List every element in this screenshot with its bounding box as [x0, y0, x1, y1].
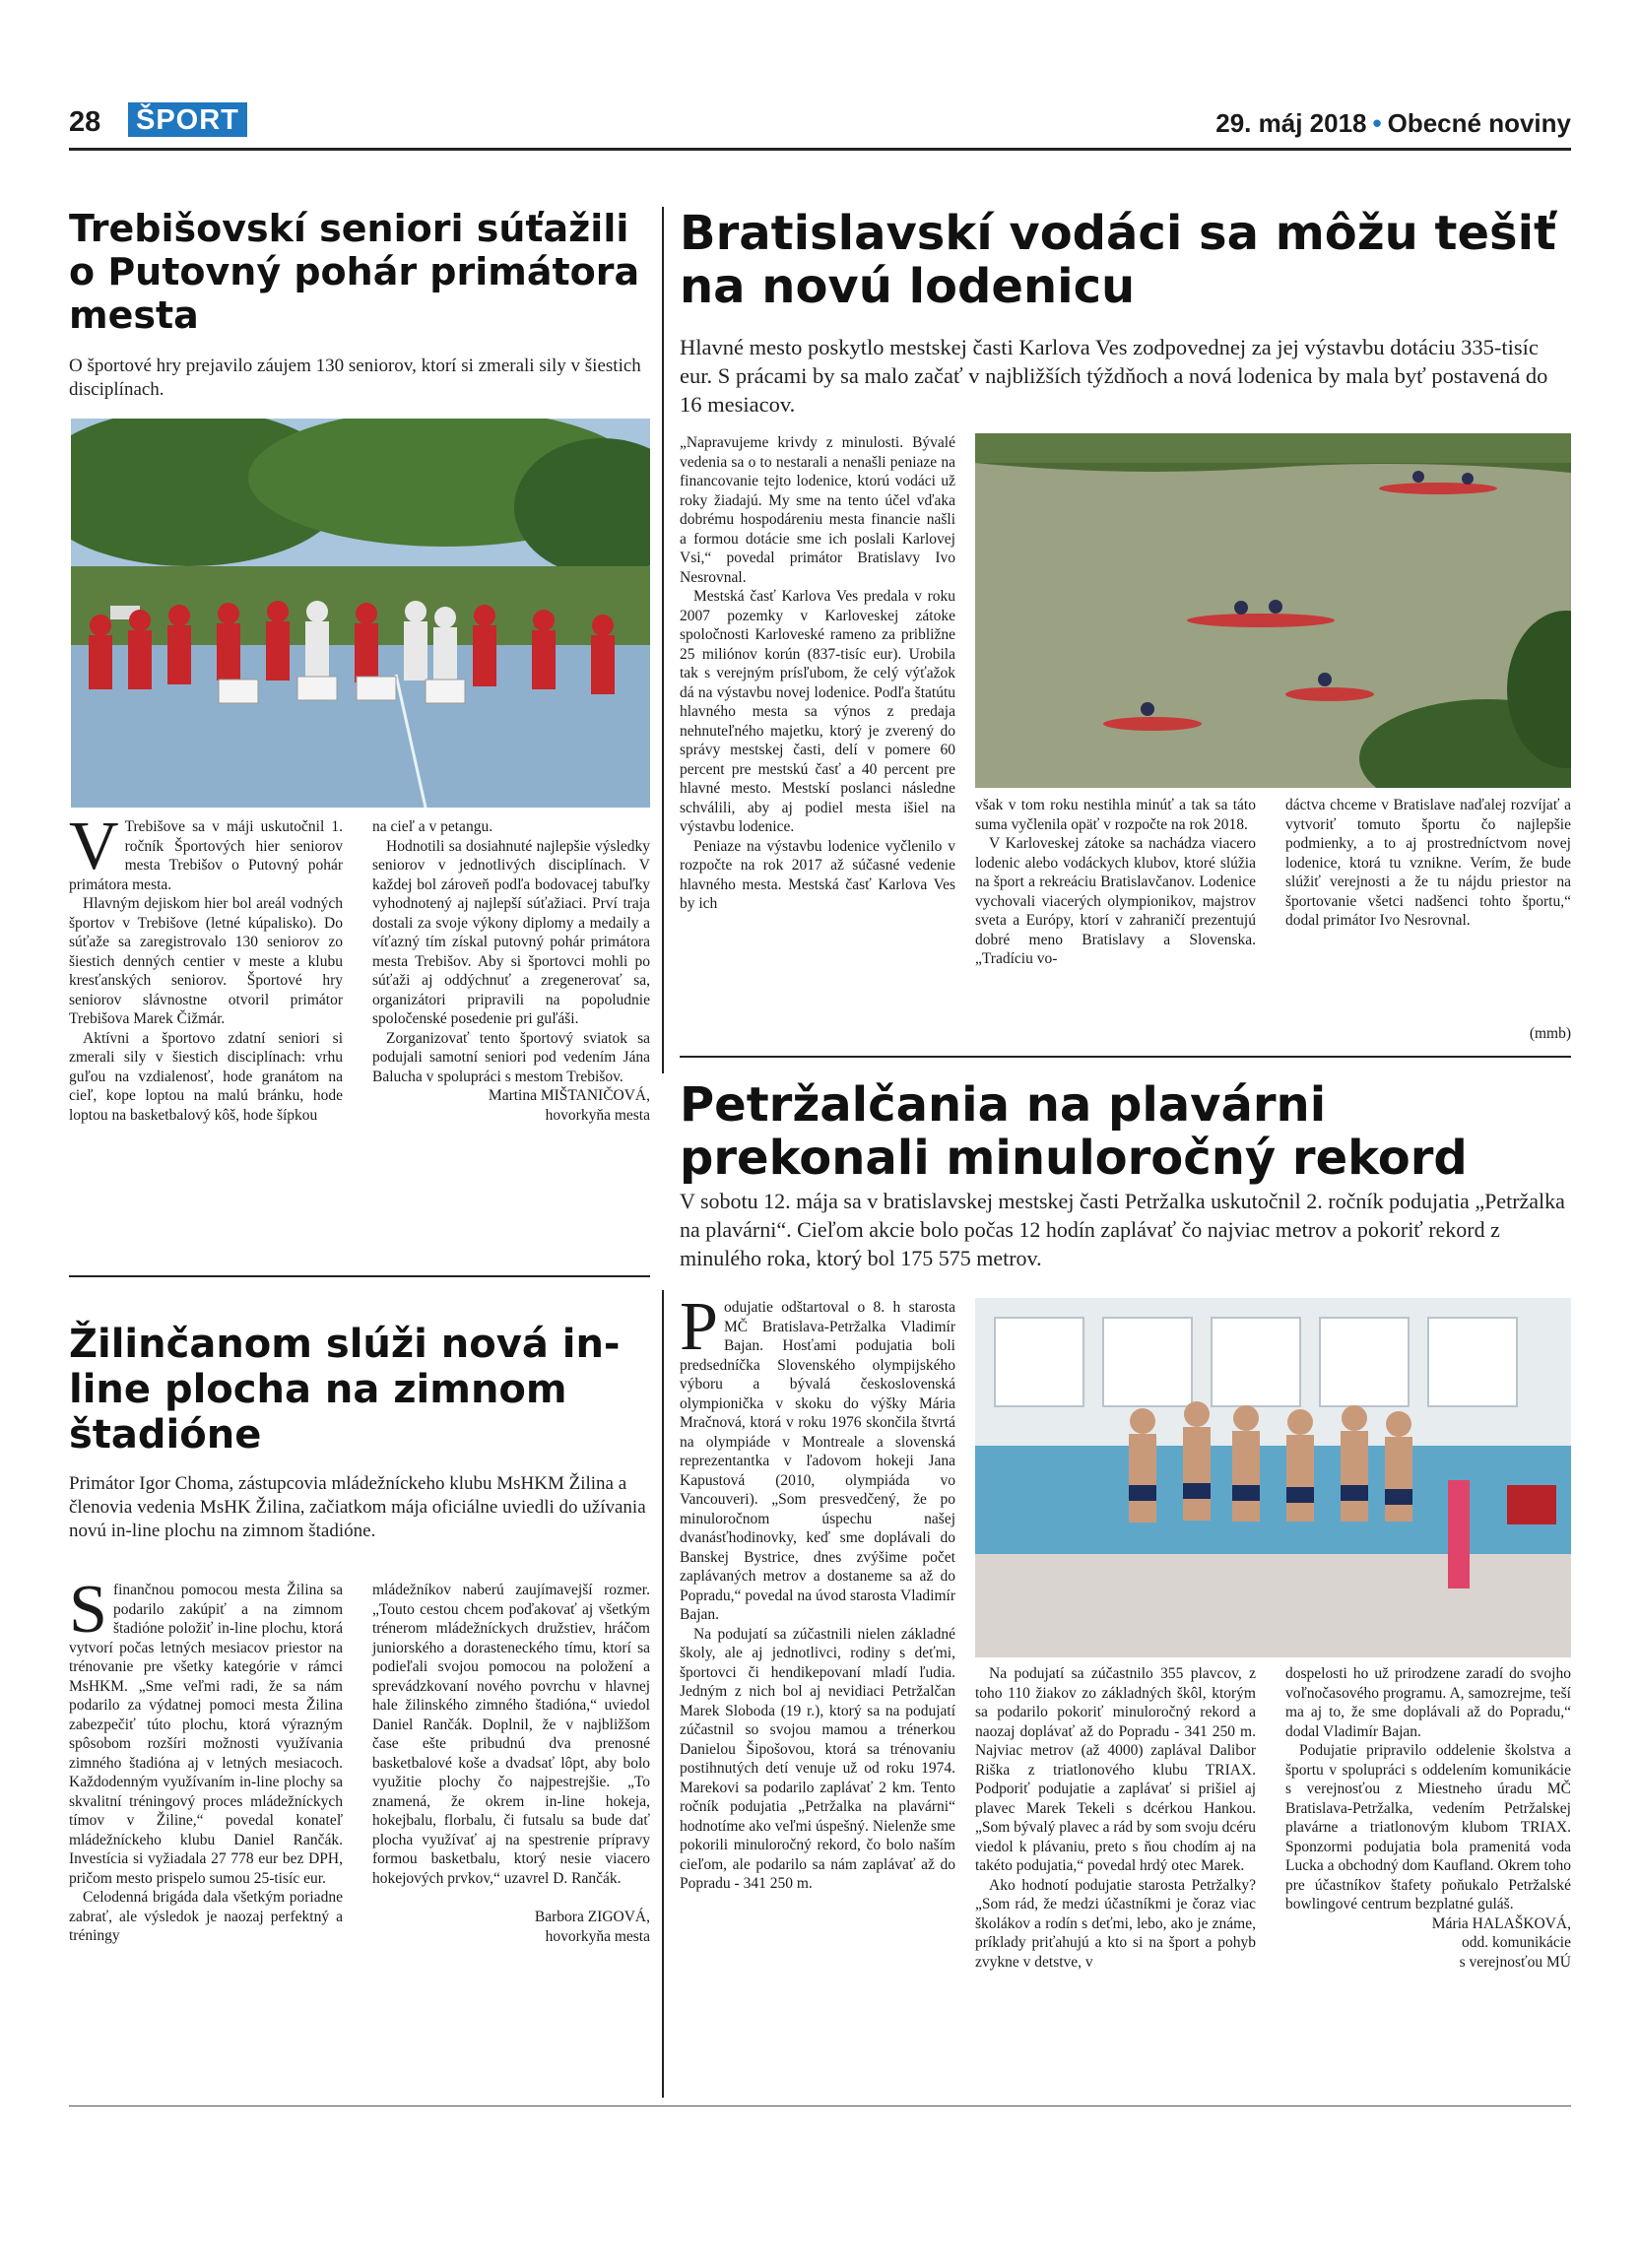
article4-signature-role: odd. komunikácie [1461, 1934, 1571, 1951]
paragraph: V Karloveskej zátoke sa nachádza viacero lodenic alebo vodáckych klubov, ktoré slúžia na šport a rekreáciu Bratislavčanov. Lodenice vychovali viacerých olympionikov, majstrov sveta a Európy, ktorí v zahraničí prezentujú dobré meno Bratislavy a Slovenska. „Tradíciu vo- [975, 835, 1256, 967]
paragraph: Hodnotili sa dosiahnuté najlepšie výsledky seniorov v jednotlivých disciplínach. V každej bol zároveň podľa bodovacej tabuľky vyhodnotený aj najlepší súťažiaci. Prví traja dostali za svoje výkony diplomy a medaily a víťazný tím získal putovný pohár primátora mesta Trebišov. Aby si športovci mohli po súťaži aj oddýchnuť a zregenerovať sa, organizátori pripravili na popoludnie spoločenské posedenie pri guľáši. [372, 837, 650, 1027]
paragraph: Hlavným dejiskom hier bol areál vodných športov v Trebišove (letné kúpalisko). Do súťaže sa zaregistrovalo 130 seniorov zo šiestich denných centier v meste a klubu kresťanských seniorov. Športové hry seniorov slávnostne otvoril primátor Trebišova Marek Čižmár. [69, 895, 343, 1027]
article2-column3 [1285, 796, 1571, 931]
article1-dropcap: V [69, 809, 119, 884]
column-divider [662, 1290, 664, 2098]
article3-column1 [69, 1572, 343, 1946]
article1-signature-name: Martina MIŠTANIČOVÁ, [488, 1087, 650, 1104]
issue-date: 29. máj 2018 [1215, 108, 1367, 138]
paragraph: Zorganizovať tento športový sviatok sa podujali samotní seniori pod vedením Jána Balucha v spolupráci s mestom Trebišov. [372, 1029, 650, 1085]
header-rule [69, 148, 1571, 151]
article4-lead: V sobotu 12. mája sa v bratislavskej mestskej časti Petržalka uskutočnil 2. ročník podujatia „Petržalka na plavárni“. Cieľom akcie bolo počas 12 hodín zaplávať čo najviac metrov a pokoriť rekord z minulého roka, ktorý bol 175 575 metrov. [680, 1189, 1565, 1270]
article3-lead: Primátor Igor Choma, zástupcovia mládežníckeho klubu MsHKM Žilina a členovia vedenia MsHK Žilina, začiatkom mája oficiálne uviedli do užívania novú in-line plochu na zimnom štadióne. [69, 1473, 646, 1541]
article2-headline: Bratislavskí vodáci sa môžu tešiť na novú lodenicu [680, 206, 1556, 314]
article4-column1 [680, 1289, 955, 1894]
paragraph: Celodenná brigáda dala všetkým poriadne zabrať, ale výsledok je naozaj perfektný a tréningy [69, 1889, 343, 1944]
paragraph: „Napravujeme krivdy z minulosti. Bývalé vedenia sa o to nestarali a nenašli peniaze na financovanie tejto lodenice, ktorú vodáci už roky žiadajú. My sme na tento účel vďaka dobrému hospodáreniu mesta financie našli a formou dotácie sme ich poslali Karlovej Vsi,“ povedal primátor Bratislavy Ivo Nesrovnal. [680, 434, 955, 586]
article1-lead: O športové hry prejavilo záujem 130 seniorov, ktorí si zmerali sily v šiestich disciplínach. [69, 356, 641, 400]
article4-headline: Petržalčania na plavárni prekonali minuloročný rekord [680, 1077, 1468, 1186]
paragraph: však v tom roku nestihla minúť a tak sa táto suma vyčlenila opäť v rozpočte na rok 2018. [975, 797, 1256, 833]
column-divider [662, 207, 664, 1073]
article3-signature-name: Barbora ZIGOVÁ, [534, 1909, 650, 1925]
article4-signature-name: Mária HALAŠKOVÁ, [1431, 1914, 1571, 1932]
page-number: 28 [69, 106, 101, 138]
paragraph: na cieľ a v petangu. [372, 818, 493, 835]
separator-dot: • [1372, 108, 1382, 138]
article3-signature-role: hovorkyňa mesta [545, 1927, 650, 1945]
article4-dropcap: P [680, 1289, 718, 1365]
article2-lead: Hlavné mesto poskytlo mestskej časti Karlova Ves zodpovednej za jej výstavbu dotáciu 335-tisíc eur. S prácami by sa malo začať v najbližších týždňoch a nová lodenica by mala byť postavená do 16 mesiacov. [680, 335, 1548, 417]
publication-name: Obecné noviny [1387, 108, 1571, 138]
article3-dropcap: S [69, 1572, 107, 1648]
paragraph: dospelosti ho už prirodzene zaradí do svojho voľnočasového programu. A, samozrejme, teší ma aj to, že sme doplávali až do Popradu,“ dodal Vladimír Bajan. [1285, 1665, 1571, 1740]
article4-signature-role: s verejnosťou MÚ [1459, 1953, 1571, 1971]
article2-column2 [975, 796, 1256, 969]
paragraph: Na podujatí sa zúčastnilo 355 plavcov, z toho 110 žiakov zo základných škôl, ktorým sa podarilo pokoriť minuloročný rekord a naozaj doplávať až do Popradu - 341 250 m. Najviac metrov (až 4000) zaplával Dalibor Riška z triatlonového klubu TRIAX. Podporiť podujatie a zaplávať si prišiel aj plavec Marek Tekeli s dcérkou Hankou. „Som bývalý plavec a rád by som svoju dcéru viedol k plávaniu, preto s ňou chodím aj na takéto podujatia,“ povedal hrdý otec Marek. [975, 1665, 1256, 1874]
paragraph: Ako hodnotí podujatie starosta Petržalky? „Som rád, že medzi účastníkmi je čoraz viac školákov a rodín s deťmi, lebo, ako je známe, príklady priťahujú a kto si na šport a pohyb zvykne v detstve, v [975, 1876, 1256, 1971]
article2-photo-kayaks [975, 433, 1571, 788]
article-separator [680, 1056, 1571, 1058]
paragraph: finančnou pomocou mesta Žilina sa podarilo zakúpiť a na zimnom štadióne položiť in-line plochu, ktorá vytvorí počas letných mesiacov priestor na trénovanie pre všetky kategórie v rámci MsHKM. „Sme veľmi radi, že sa nám podarilo za výdatnej pomoci mesta Žilina zabezpečiť túto plochu, ktorá výrazným spôsobom rozšíri možnosti využívania zimného štadióna aj v letných mesiacoch. Každodenným využívaním in-line plochy sa skvalitní tréningový proces mládežníckych tímov v Žiline,“ povedal konateľ mládežníckeho klubu Daniel Rančák. Investícia si vyžiadala 27 778 eur bez DPH, pričom mesto prispelo sumou 25-tisíc eur. [69, 1582, 343, 1887]
paragraph: Na podujatí sa zúčastnili nielen základné školy, ale aj jednotlivci, rodiny s deťmi, športovci či hendikepovaní mladí ľudia. Jedným z nich bol aj nevidiaci Petržalčan Marek Sloboda (19 r.), ktorý sa na podujatí zúčastnil so svojou mamou a trénerkou Danielou Šipošovou, ktorá sa trénovaniu postihnutých detí venuje už od roku 1974. Marekovi sa podarilo zaplávať 2 km. Tento ročník podujatia „Petržalka na plavárni“ hodnotíme ako veľmi úspešný. Nielenže sme pokorili minuloročný rekord, čo bolo naším cieľom, ale podarilo sa nám zaplávať až do Popradu - 341 250 m. [680, 1625, 955, 1892]
article2-signature: (mmb) [1529, 1025, 1571, 1042]
paragraph: mládežníkov naberú zaujímavejší rozmer. „Touto cestou chcem poďakovať aj všetkým trénerom mládežníckych družstiev, hráčom juniorského a dorasteneckého tímu, ktorí sa podieľali svojou pomocou na položení a sprevádzkovaní nového povrchu v hlavnej hale žilinského zimného štadióna,“ uviedol Daniel Rančák. Doplnil, že v najbližšom čase ešte pribudnú dva prenosné basketbalové koše a dvadsať lôpt, aby bolo využitie plochy čo najpestrejšie. „To znamená, že okrem in-line hokeja, hokejbalu, florbalu, či futsalu sa bude dať plocha využívať aj na spestrenie prípravy formou basketbalu, ktorý nesie viacero hokejových prvkov,“ uzavrel D. Rančák. [372, 1582, 650, 1887]
paragraph: Podujatie pripravilo oddelenie školstva a športu v spolupráci s oddelením komunikácie s verejnosťou z Miestneho úradu MČ Bratislava-Petržalka, vedením Petržalskej plavárne a triatlonovým klubom TRIAX. Sponzormi podujatia bola pramenitá voda Lucka a obchodný dom Kaufland. Okrem toho pre účastníkov štafety poňukalo Petržalské bowlingové centrum bezplatné guláš. [1285, 1742, 1571, 1912]
paragraph: dáctva chceme v Bratislave naďalej rozvíjať a vytvoriť tomuto športu čo najlepšie podmienky, a to aj prostredníctvom novej lodenice, ktorá tu vznikne. Verím, že bude slúžiť verejnosti a že tu nájdu priestor na športovanie všetci nadšenci tohto športu,“ dodal primátor Ivo Nesrovnal. [1285, 797, 1571, 929]
paragraph: Peniaze na výstavbu lodenice vyčlenilo v rozpočte na rok 2017 až súčasné vedenie hlavného mesta. Mestská časť Karlova Ves by ich [680, 837, 955, 912]
section-label: ŠPORT [128, 102, 247, 137]
article-separator [69, 1275, 650, 1277]
article1-column2 [372, 817, 650, 1125]
article1-column1 [69, 809, 343, 1125]
masthead-right [1215, 108, 1571, 139]
article1-headline: Trebišovskí seniori súťažili o Putovný pohár primátora mesta [69, 207, 640, 337]
article2-column1 [680, 433, 955, 914]
article3-headline: Žilinčanom slúži nová in-line plocha na zimnom štadióne [69, 1322, 621, 1458]
paragraph: Trebišove sa v máji uskutočnil 1. ročník Športových hier seniorov mesta Trebišov o Putovný pohár primátora mesta. [69, 818, 343, 893]
article1-signature-role: hovorkyňa mesta [545, 1106, 650, 1124]
paragraph: Aktívni a športovo zdatní seniori si zmerali sily v šiestich disciplínach: vrhu guľou na vzdialenosť, hode granátom na cieľ, kope loptou na malú bránku, hode loptou na basketbalový kôš, hode šípkou [69, 1029, 343, 1124]
paragraph: odujatie odštartoval o 8. h starosta MČ Bratislava-Petržalka Vladimír Bajan. Hosťami podujatia boli predsedníčka Slovenského olympijského výboru a bývalá československá olympionička v skoku do výšky Mária Mračnová, ktorá v roku 1976 skončila štvrtá na olympiáde v Montreale a slovenská reprezentantka v ľadovom hokeji Jana Kapustová (2010, olympiáda vo Vancouveri). „Som presvedčený, že po minuloročnom úspechu našej dvanásťhodinovky, keď sme doplávali do Banskej Bystrice, dnes zvýšime počet zaplávaných metrov a dostaneme sa až do Popradu,“ povedal na úvod starosta Vladimír Bajan. [680, 1299, 955, 1623]
article4-column2 [975, 1664, 1256, 1972]
article4-column3 [1285, 1664, 1571, 1972]
article4-photo-swimmers [975, 1298, 1571, 1657]
paragraph: Mestská časť Karlova Ves predala v roku 2007 pozemky v Karloveskej zátoke spoločnosti Karloveské rameno za približne 25 miliónov korún (837-tisíc eur). Urobila tak s verejným prísľubom, že celý výťažok dá na výstavbu novej lodenice. Podľa štatútu hlavného mesta sa výnos z predaja nehnuteľného majetku, ktorý je zverený do správy mestskej časti, delí v pomere 60 percent pre mestskú časť a 40 percent pre hlavné mesto. Mestskí poslanci následne schválili, aby aj podiel mesta išiel na výstavbu lodenice. [680, 588, 955, 835]
article3-column2 [372, 1581, 650, 1946]
article1-photo-seniors [71, 419, 650, 808]
